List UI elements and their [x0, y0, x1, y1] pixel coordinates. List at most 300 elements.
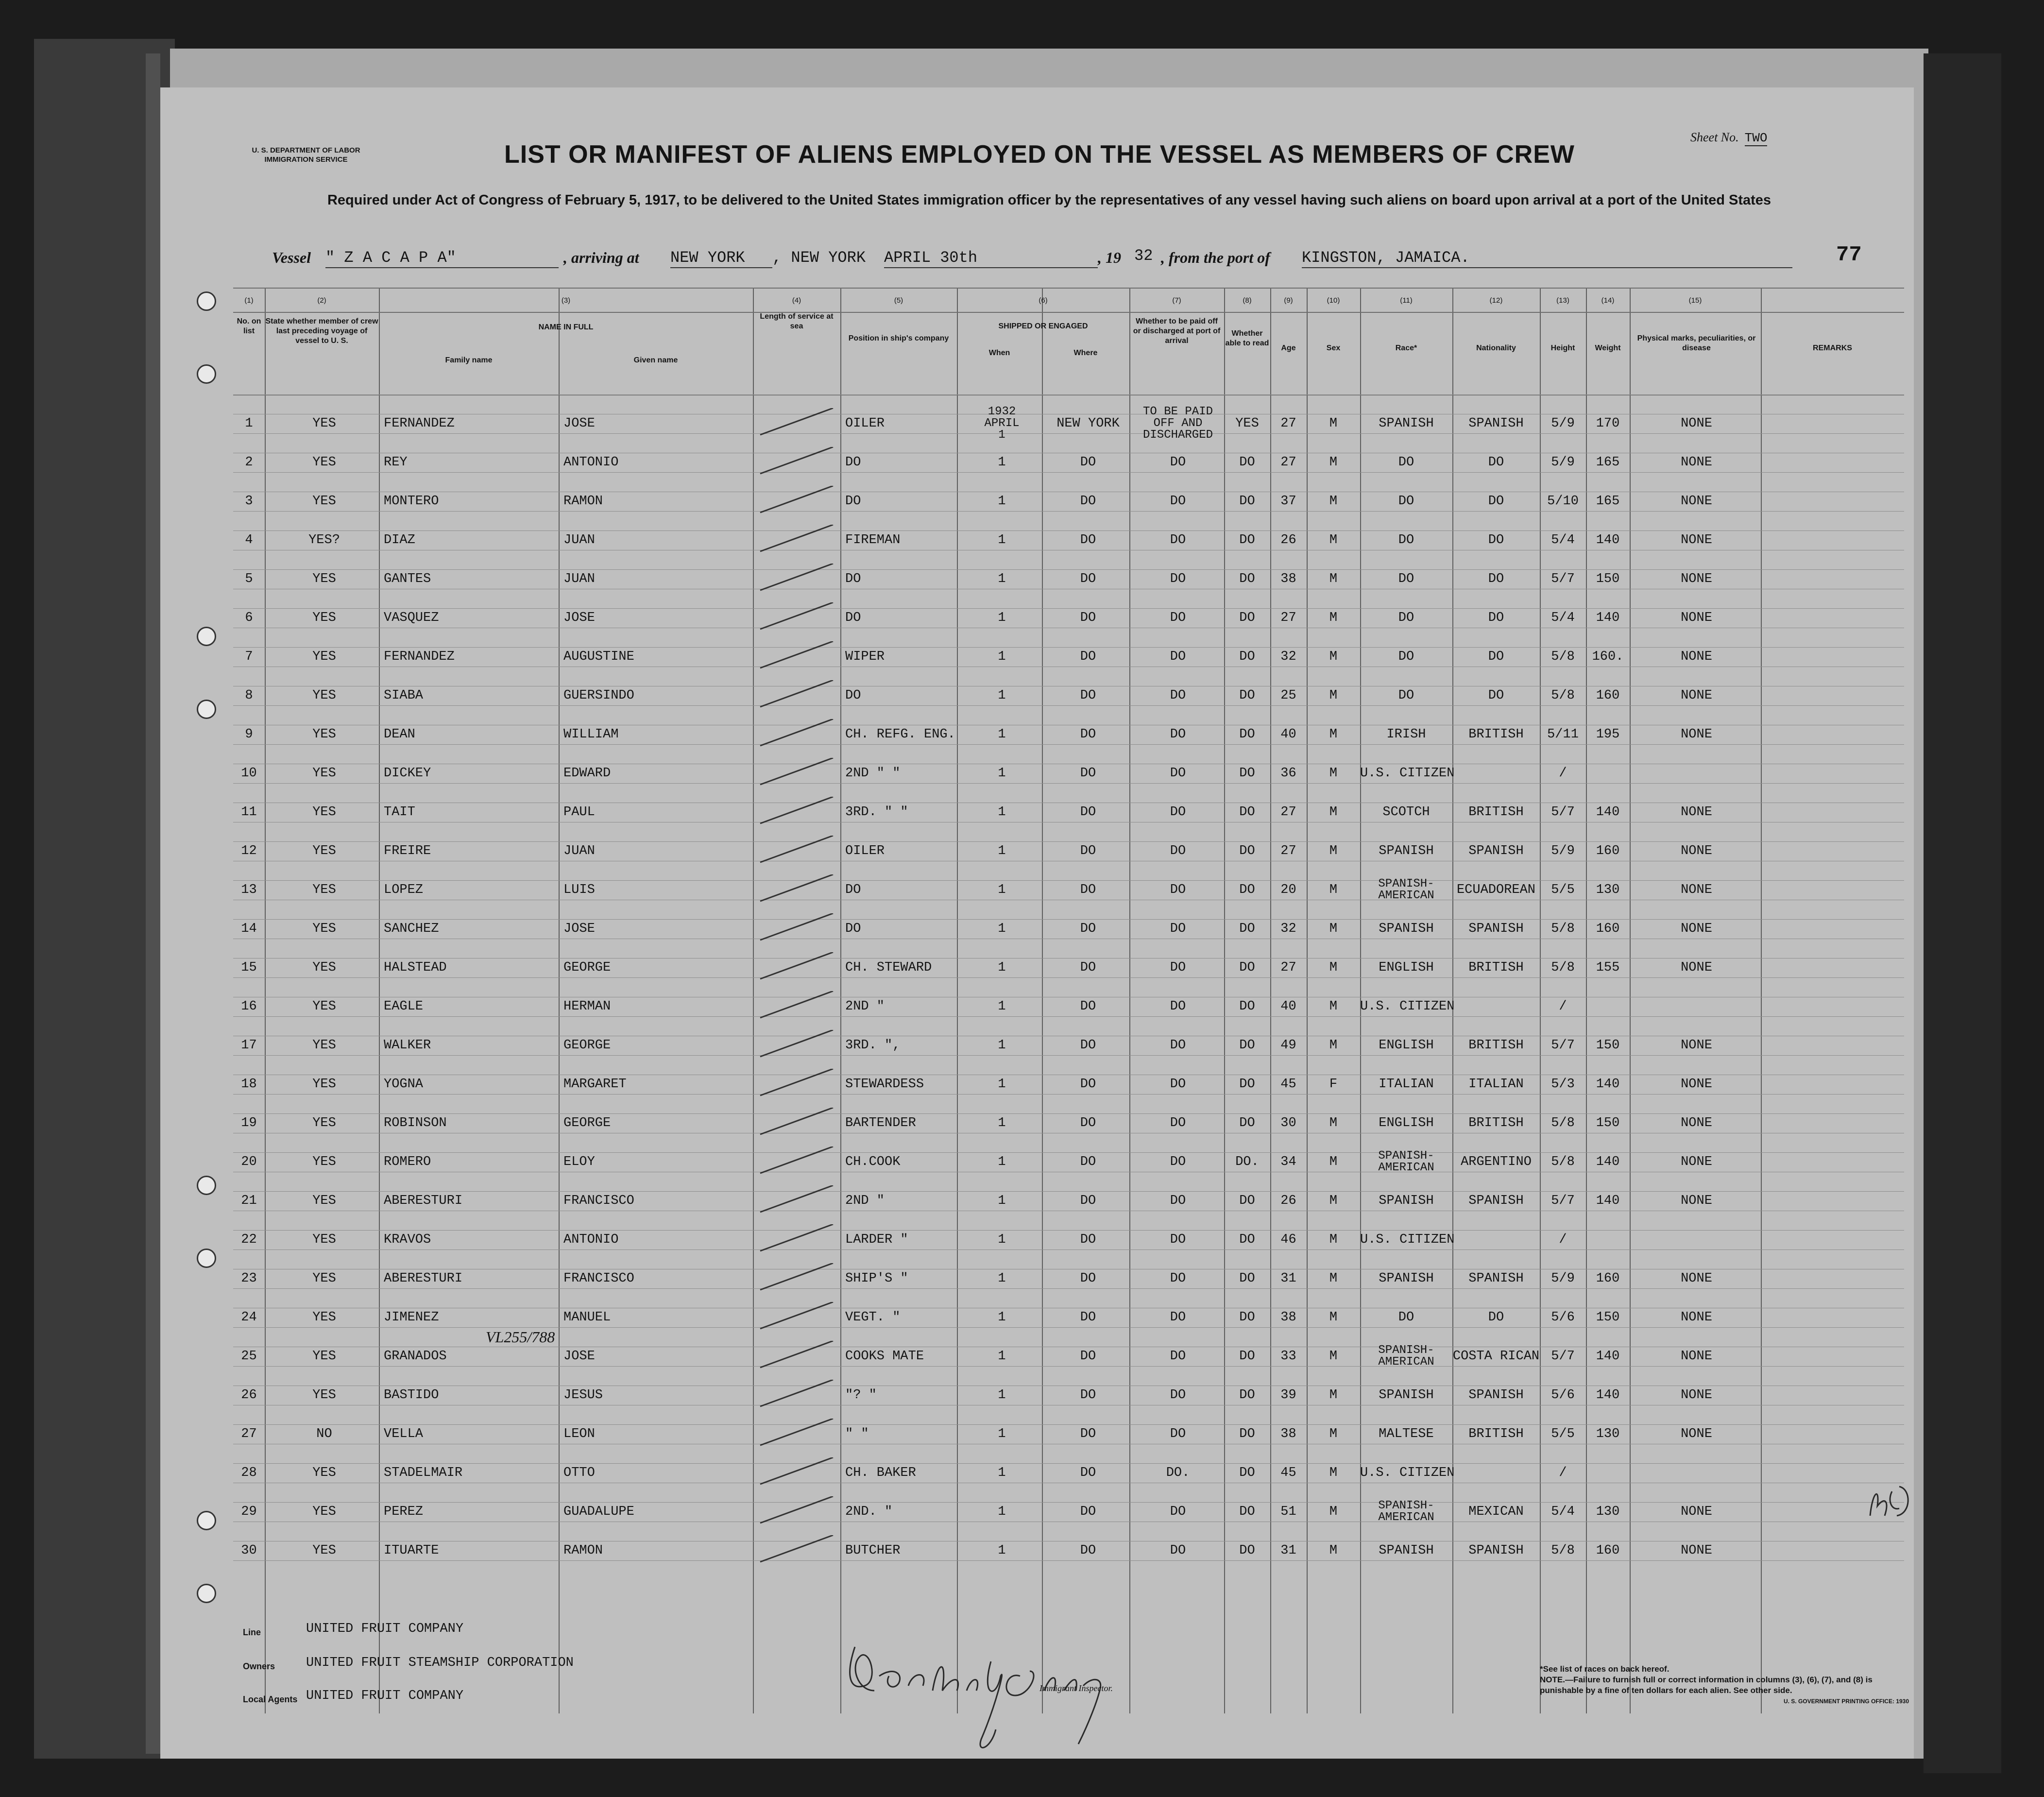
- header-name: NAME IN FULL: [538, 323, 594, 331]
- cell-member: NO: [316, 1427, 332, 1441]
- cell-where: DO: [1080, 1349, 1096, 1364]
- table-row: [233, 569, 1904, 589]
- cell-family: PEREZ: [384, 1505, 424, 1519]
- cell-paid: DO: [1170, 611, 1186, 625]
- cell-paid: DO: [1170, 1194, 1186, 1208]
- line-field: [243, 1622, 464, 1638]
- cell-race: ITALIAN: [1379, 1077, 1434, 1092]
- cell-marks: NONE: [1681, 960, 1712, 975]
- agents-label: Local Agents: [243, 1694, 298, 1704]
- cell-nationality: DO: [1488, 650, 1504, 664]
- cell-where: DO: [1080, 533, 1096, 548]
- table-row: [233, 1230, 1904, 1249]
- cell-position: " ": [845, 1427, 869, 1441]
- cell-given: GEORGE: [563, 1116, 611, 1130]
- cell-position: 2ND ": [845, 999, 885, 1014]
- cell-position: DO: [845, 922, 861, 936]
- cell-no: 27: [241, 1427, 257, 1441]
- cell-family: SANCHEZ: [384, 922, 439, 936]
- service-length-mark: [755, 1108, 838, 1137]
- cell-when: 1: [998, 805, 1006, 820]
- cell-sex: M: [1329, 611, 1338, 625]
- cell-paid: DO: [1170, 572, 1186, 586]
- cell-given: JOSE: [563, 416, 595, 431]
- cell-weight: 140: [1596, 611, 1620, 625]
- cell-given: MARGARET: [563, 1077, 627, 1092]
- cell-sex: M: [1329, 922, 1338, 936]
- cell-member: YES: [312, 805, 336, 820]
- header-given-name: Given name: [633, 356, 678, 364]
- cell-when: 1: [998, 494, 1006, 509]
- cell-no: 8: [245, 688, 253, 703]
- owners-label: Owners: [243, 1661, 275, 1671]
- column-number: (15): [1688, 296, 1702, 305]
- cell-position: DO: [845, 455, 861, 470]
- column-number: (14): [1601, 296, 1615, 305]
- cell-where: DO: [1080, 844, 1096, 858]
- cell-marks: NONE: [1681, 1310, 1712, 1325]
- cell-weight: 140: [1596, 805, 1620, 820]
- cell-position: FIREMAN: [845, 533, 901, 548]
- header-weight: Weight: [1595, 344, 1621, 352]
- cell-nationality: SPANISH: [1468, 1543, 1524, 1558]
- cell-read: DO: [1239, 1543, 1255, 1558]
- cell-family: TAIT: [384, 805, 415, 820]
- cell-paid: DO: [1170, 1349, 1186, 1364]
- cell-weight: 160.: [1592, 650, 1624, 664]
- arriving-label: , arriving at: [563, 249, 639, 266]
- row-rule: [233, 312, 1904, 313]
- cell-height: 5/5: [1551, 883, 1575, 897]
- service-length-mark: [755, 1147, 838, 1176]
- cell-given: AUGUSTINE: [563, 650, 634, 664]
- cell-no: 19: [241, 1116, 257, 1130]
- cell-age: 38: [1280, 1427, 1296, 1441]
- year-prefix: , 19: [1098, 249, 1121, 266]
- cell-height: 5/8: [1551, 1155, 1575, 1169]
- cell-race: SPANISH: [1379, 1543, 1434, 1558]
- cell-race: SPANISH- AMERICAN: [1378, 1499, 1434, 1524]
- table-row: [233, 1424, 1904, 1444]
- cell-given: JOSE: [563, 611, 595, 625]
- cell-height: /: [1559, 1466, 1567, 1480]
- table-row: [233, 531, 1904, 550]
- service-length-mark: [755, 1224, 838, 1253]
- cell-sex: M: [1329, 494, 1338, 509]
- cell-member: YES: [312, 1466, 336, 1480]
- cell-sex: M: [1329, 533, 1338, 548]
- line-value: UNITED FRUIT COMPANY: [306, 1622, 464, 1636]
- column-number: (5): [894, 296, 903, 305]
- cell-nationality: DO: [1488, 494, 1504, 509]
- cell-race: U.S. CITIZEN: [1360, 1466, 1455, 1480]
- cell-read: DO: [1239, 727, 1255, 742]
- cell-marks: NONE: [1681, 1194, 1712, 1208]
- cell-read: DO: [1239, 1116, 1255, 1130]
- cell-age: 26: [1280, 1194, 1296, 1208]
- cell-marks: NONE: [1681, 1505, 1712, 1519]
- cell-no: 25: [241, 1349, 257, 1364]
- page-stamp: 77: [1836, 243, 1862, 267]
- cell-when: 1: [998, 960, 1006, 975]
- cell-sex: M: [1329, 572, 1338, 586]
- cell-race: SPANISH: [1379, 1194, 1434, 1208]
- cell-family: BASTIDO: [384, 1388, 439, 1403]
- cell-sex: F: [1329, 1077, 1338, 1092]
- cell-given: JUAN: [563, 844, 595, 858]
- cell-nationality: DO: [1488, 1310, 1504, 1325]
- cell-age: 40: [1280, 727, 1296, 742]
- cell-weight: 140: [1596, 1077, 1620, 1092]
- cell-family: VASQUEZ: [384, 611, 439, 625]
- column-number: (10): [1327, 296, 1340, 305]
- cell-member: YES: [312, 1077, 336, 1092]
- row-rule: [233, 394, 1904, 395]
- cell-sex: M: [1329, 766, 1338, 781]
- cell-age: 32: [1280, 922, 1296, 936]
- cell-sex: M: [1329, 688, 1338, 703]
- service-length-mark: [755, 564, 838, 593]
- cell-nationality: SPANISH: [1468, 1271, 1524, 1286]
- cell-read: DO.: [1235, 1155, 1259, 1169]
- header-length: Length of service at sea: [760, 312, 834, 330]
- cell-race: SPANISH- AMERICAN: [1378, 877, 1434, 902]
- cell-family: GANTES: [384, 572, 431, 586]
- footer-notes: [1540, 1664, 1909, 1707]
- cell-age: 20: [1280, 883, 1296, 897]
- column-number: (4): [792, 296, 801, 305]
- header-age: Age: [1281, 344, 1296, 352]
- cell-height: 5/6: [1551, 1310, 1575, 1325]
- cell-marks: NONE: [1681, 416, 1712, 431]
- cell-given: OTTO: [563, 1466, 595, 1480]
- cell-member: YES: [312, 572, 336, 586]
- cell-paid: DO: [1170, 1543, 1186, 1558]
- cell-when: 1: [998, 766, 1006, 781]
- cell-member: YES: [312, 1116, 336, 1130]
- document-subtitle: Required under Act of Congress of February 5, 1917, to be delivered to the United States immigration officer by the representatives of any vessel having such aliens on board upon arrival at a port of the United States: [327, 192, 1771, 208]
- table-row: [233, 764, 1904, 783]
- cell-race: DO: [1398, 688, 1414, 703]
- cell-weight: 160: [1596, 1543, 1620, 1558]
- cell-nationality: SPANISH: [1468, 1194, 1524, 1208]
- cell-when: 1: [998, 1155, 1006, 1169]
- cell-where: DO: [1080, 960, 1096, 975]
- cell-weight: 130: [1596, 1505, 1620, 1519]
- cell-weight: 160: [1596, 922, 1620, 936]
- punch-hole: [197, 1584, 216, 1603]
- cell-marks: NONE: [1681, 1271, 1712, 1286]
- cell-given: ANTONIO: [563, 1232, 619, 1247]
- handwritten-note: VL255/788: [486, 1328, 555, 1346]
- cell-paid: DO: [1170, 1310, 1186, 1325]
- manifest-table: [233, 288, 1904, 1713]
- cell-sex: M: [1329, 883, 1338, 897]
- cell-weight: 140: [1596, 1349, 1620, 1364]
- cell-no: 10: [241, 766, 257, 781]
- cell-marks: [1632, 997, 1761, 1016]
- cell-sex: M: [1329, 416, 1338, 431]
- row-rule: [233, 1366, 1904, 1367]
- cell-height: 5/9: [1551, 416, 1575, 431]
- service-length-mark: [755, 758, 838, 787]
- cell-age: 31: [1280, 1271, 1296, 1286]
- cell-paid: DO: [1170, 1505, 1186, 1519]
- cell-no: 1: [245, 416, 253, 431]
- service-length-mark: [755, 1185, 838, 1215]
- column-number: (12): [1489, 296, 1503, 305]
- service-length-mark: [755, 797, 838, 826]
- column-number: (2): [317, 296, 326, 305]
- cell-when: 1: [998, 1194, 1006, 1208]
- cell-race: SPANISH: [1379, 922, 1434, 936]
- cell-height: 5/4: [1551, 1505, 1575, 1519]
- cell-no: 7: [245, 650, 253, 664]
- cell-position: CH. BAKER: [845, 1466, 916, 1480]
- cell-member: YES: [312, 727, 336, 742]
- punch-hole: [197, 291, 216, 311]
- cell-no: 18: [241, 1077, 257, 1092]
- departure-port: KINGSTON, JAMAICA.: [1302, 249, 1792, 268]
- service-length-mark: [755, 1457, 838, 1487]
- cell-when: 1: [998, 1038, 1006, 1053]
- cell-race: DO: [1398, 494, 1414, 509]
- cell-member: YES: [312, 960, 336, 975]
- cell-family: ABERESTURI: [384, 1194, 463, 1208]
- cell-when: 1: [998, 1349, 1006, 1364]
- cell-nationality: BRITISH: [1468, 1427, 1524, 1441]
- cell-family: HALSTEAD: [384, 960, 447, 975]
- cell-family: FREIRE: [384, 844, 431, 858]
- cell-sex: M: [1329, 844, 1338, 858]
- cell-sex: M: [1329, 1194, 1338, 1208]
- cell-height: 5/7: [1551, 1194, 1575, 1208]
- cell-family: ITUARTE: [384, 1543, 439, 1558]
- row-rule: [233, 1094, 1904, 1095]
- cell-marks: NONE: [1681, 1543, 1712, 1558]
- cell-age: 27: [1280, 416, 1296, 431]
- cell-weight: 165: [1596, 494, 1620, 509]
- cell-paid: DO: [1170, 1155, 1186, 1169]
- cell-given: JUAN: [563, 533, 595, 548]
- cell-position: DO: [845, 572, 861, 586]
- cell-no: 21: [241, 1194, 257, 1208]
- cell-paid: DO: [1170, 1038, 1186, 1053]
- cell-nationality: DO: [1488, 455, 1504, 470]
- cell-sex: M: [1329, 805, 1338, 820]
- cell-paid: DO: [1170, 533, 1186, 548]
- cell-race: SPANISH- AMERICAN: [1378, 1344, 1434, 1369]
- inspector-label: Immigrant Inspector.: [1039, 1683, 1113, 1693]
- cell-position: COOKS MATE: [845, 1349, 924, 1364]
- cell-read: DO: [1239, 1310, 1255, 1325]
- cell-when: 1: [998, 883, 1006, 897]
- service-length-mark: [755, 719, 838, 748]
- cell-where: DO: [1080, 922, 1096, 936]
- cell-paid: DO: [1170, 805, 1186, 820]
- cell-race: ENGLISH: [1379, 1038, 1434, 1053]
- cell-marks: NONE: [1681, 1427, 1712, 1441]
- sheet-number-value: TWO: [1744, 131, 1768, 145]
- cell-height: 5/8: [1551, 1543, 1575, 1558]
- cell-family: JIMENEZ: [384, 1310, 439, 1325]
- service-length-mark: [755, 1069, 838, 1098]
- cell-race: IRISH: [1386, 727, 1426, 742]
- cell-given: EDWARD: [563, 766, 611, 781]
- header-read: Whether able to read: [1225, 329, 1269, 347]
- cell-race: MALTESE: [1379, 1427, 1434, 1441]
- cell-read: DO: [1239, 533, 1255, 548]
- service-length-mark: [755, 952, 838, 981]
- cell-race: DO: [1398, 455, 1414, 470]
- cell-where: DO: [1080, 1155, 1096, 1169]
- service-length-mark: [755, 641, 838, 670]
- row-rule: [233, 511, 1904, 512]
- cell-member: YES: [312, 494, 336, 509]
- cell-height: 5/8: [1551, 1116, 1575, 1130]
- cell-position: VEGT. ": [845, 1310, 901, 1325]
- cell-where: DO: [1080, 1077, 1096, 1092]
- table-row: [233, 958, 1904, 977]
- cell-weight: 130: [1596, 883, 1620, 897]
- row-rule: [233, 977, 1904, 978]
- cell-when: 1: [998, 611, 1006, 625]
- cell-paid: DO: [1170, 1427, 1186, 1441]
- cell-family: DEAN: [384, 727, 415, 742]
- table-row: [233, 1269, 1904, 1288]
- cell-member: YES: [312, 999, 336, 1014]
- cell-position: CH. STEWARD: [845, 960, 932, 975]
- cell-given: LEON: [563, 1427, 595, 1441]
- cell-nationality: BRITISH: [1468, 1116, 1524, 1130]
- cell-read: DO: [1239, 1077, 1255, 1092]
- cell-member: YES: [312, 1543, 336, 1558]
- cell-given: JUAN: [563, 572, 595, 586]
- cell-no: 3: [245, 494, 253, 509]
- cell-given: JOSE: [563, 922, 595, 936]
- cell-read: DO: [1239, 1349, 1255, 1364]
- cell-race: DO: [1398, 611, 1414, 625]
- cell-height: 5/8: [1551, 922, 1575, 936]
- service-length-mark: [755, 1030, 838, 1059]
- cell-given: ANTONIO: [563, 455, 619, 470]
- column-number: (7): [1172, 296, 1181, 305]
- service-length-mark: [755, 1496, 838, 1525]
- service-length-mark: [755, 991, 838, 1020]
- cell-age: 36: [1280, 766, 1296, 781]
- cell-height: 5/3: [1551, 1077, 1575, 1092]
- cell-where: DO: [1080, 455, 1096, 470]
- cell-position: CH. REFG. ENG.: [845, 727, 955, 742]
- cell-member: YES: [312, 1505, 336, 1519]
- cell-nationality: DO: [1488, 688, 1504, 703]
- cell-family: DIAZ: [384, 533, 415, 548]
- cell-position: OILER: [845, 416, 885, 431]
- page-edge: [1924, 53, 2001, 1773]
- service-length-mark: [755, 836, 838, 865]
- cell-sex: M: [1329, 1310, 1338, 1325]
- cell-where: DO: [1080, 1505, 1096, 1519]
- cell-given: WILLIAM: [563, 727, 619, 742]
- cell-family: LOPEZ: [384, 883, 424, 897]
- table-row: [233, 997, 1904, 1016]
- cell-family: STADELMAIR: [384, 1466, 463, 1480]
- table-row: [233, 1308, 1904, 1327]
- cell-race: U.S. CITIZEN: [1360, 999, 1455, 1014]
- cell-weight: 150: [1596, 1038, 1620, 1053]
- cell-height: 5/9: [1551, 844, 1575, 858]
- cell-read: DO: [1239, 1194, 1255, 1208]
- cell-height: /: [1559, 1232, 1567, 1247]
- cell-no: 20: [241, 1155, 257, 1169]
- cell-member: YES: [312, 688, 336, 703]
- row-rule: [233, 1327, 1904, 1328]
- cell-age: 45: [1280, 1077, 1296, 1092]
- cell-nationality: DO: [1488, 533, 1504, 548]
- cell-when: 1: [998, 1505, 1006, 1519]
- cell-nationality: BRITISH: [1468, 805, 1524, 820]
- row-rule: [233, 288, 1904, 289]
- cell-where: DO: [1080, 572, 1096, 586]
- cell-race: DO: [1398, 650, 1414, 664]
- cell-no: 6: [245, 611, 253, 625]
- row-rule: [233, 744, 1904, 745]
- cell-member: YES: [312, 650, 336, 664]
- cell-position: DO: [845, 494, 861, 509]
- cell-paid: DO: [1170, 1077, 1186, 1092]
- cell-given: GEORGE: [563, 960, 611, 975]
- punch-hole: [197, 700, 216, 719]
- cell-nationality: ARGENTINO: [1461, 1155, 1532, 1169]
- table-row: [233, 1113, 1904, 1133]
- cell-sex: M: [1329, 455, 1338, 470]
- cell-member: YES: [312, 883, 336, 897]
- cell-position: STEWARDESS: [845, 1077, 924, 1092]
- cell-where: NEW YORK: [1056, 416, 1120, 431]
- cell-given: RAMON: [563, 494, 603, 509]
- cell-race: SPANISH: [1379, 416, 1434, 431]
- cell-read: DO: [1239, 1271, 1255, 1286]
- service-length-mark: [755, 1302, 838, 1331]
- department-header: U. S. DEPARTMENT OF LABOR IMMIGRATION SERVICE: [252, 146, 360, 164]
- cell-read: DO: [1239, 999, 1255, 1014]
- cell-position: WIPER: [845, 650, 885, 664]
- table-row: [233, 1036, 1904, 1055]
- cell-sex: M: [1329, 1038, 1338, 1053]
- cell-paid: DO: [1170, 455, 1186, 470]
- cell-marks: NONE: [1681, 1077, 1712, 1092]
- cell-given: HERMAN: [563, 999, 611, 1014]
- cell-height: 5/4: [1551, 611, 1575, 625]
- table-row: [233, 647, 1904, 667]
- cell-height: 5/8: [1551, 650, 1575, 664]
- cell-paid: DO: [1170, 1232, 1186, 1247]
- cell-given: ELOY: [563, 1155, 595, 1169]
- service-length-mark: [755, 913, 838, 942]
- cell-height: /: [1559, 999, 1567, 1014]
- cell-when: 1: [998, 1310, 1006, 1325]
- cell-race: ENGLISH: [1379, 1116, 1434, 1130]
- cell-no: 28: [241, 1466, 257, 1480]
- cell-where: DO: [1080, 1466, 1096, 1480]
- header-height: Height: [1550, 344, 1575, 352]
- cell-weight: 160: [1596, 1271, 1620, 1286]
- cell-nationality: SPANISH: [1468, 844, 1524, 858]
- cell-age: 27: [1280, 611, 1296, 625]
- cell-nationality: [1452, 1230, 1540, 1249]
- cell-race: SCOTCH: [1382, 805, 1430, 820]
- cell-where: DO: [1080, 611, 1096, 625]
